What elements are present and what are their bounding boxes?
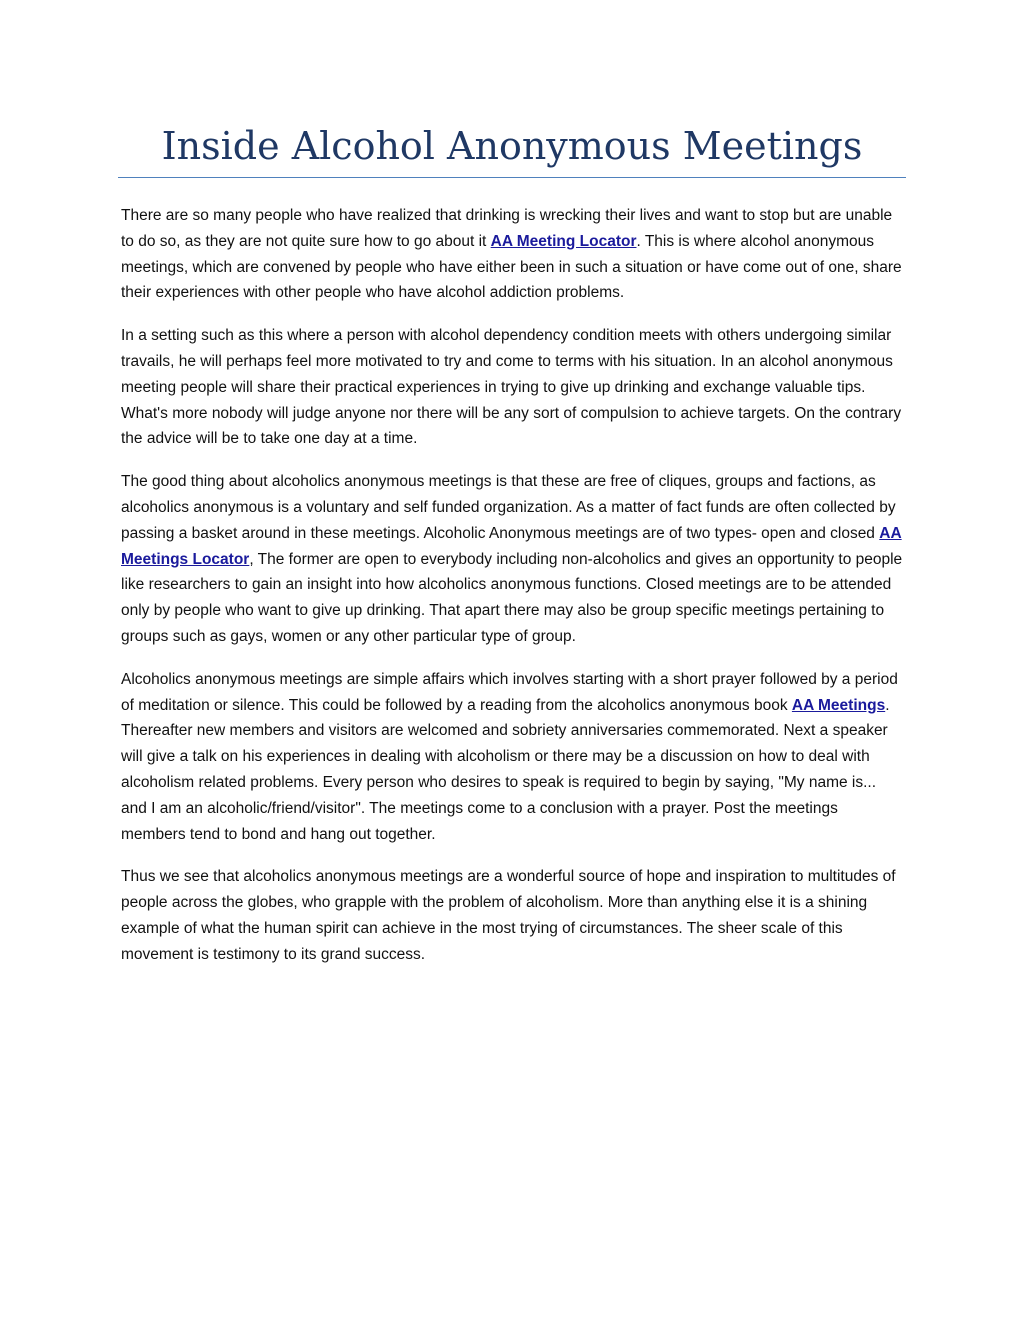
document-title: Inside Alcohol Anonymous Meetings xyxy=(161,124,863,168)
paragraph-text: . Thereafter new members and visitors are welcomed and sobriety anniversaries commemorated. Next a speaker will give a talk on his experiences in dealing with alcoholism or there may be a discussion on how to deal with alcoholism related problems. Every person who desires to speak is required to begin by saying, "My name is... and I am an alcoholic/friend/visitor". The meetings come to a conclusion with a prayer. Post the meetings members tend to bond and hang out together. xyxy=(121,696,890,843)
paragraph-text: . This is where alcohol anonymous meetings, which are convened by people who have either been in such a situation or have come out of one, share their experiences with other people who have alcohol addiction problems. xyxy=(121,232,902,302)
paragraph-text: , The former are open to everybody including non-alcoholics and gives an opportunity to people like researchers to gain an insight into how alcoholics anonymous functions. Closed meetings are to be attended only by people who want to give up drinking. That apart there may also be group specific meetings pertaining to groups such as gays, women or any other particular type of group. xyxy=(121,550,903,645)
paragraph-text: The good thing about alcoholics anonymous meetings is that these are free of cliques, groups and factions, as alcoholics anonymous is a voluntary and self funded organization. As a matter of fact funds are often collected by passing a basket around in these meetings. Alcoholic Anonymous meetings are of two types- open and closed xyxy=(121,473,896,542)
aa-meetings-locator-link[interactable]: AA Meetings Locator xyxy=(121,524,902,568)
aa-meeting-locator-link[interactable]: AA Meeting Locator xyxy=(490,232,637,250)
paragraph-1 xyxy=(121,203,905,306)
paragraph-5: Thus we see that alcoholics anonymous meetings are a wonderful source of hope and inspiration to multitudes of people across the globes, who grapple with the problem of alcoholism. More than anything else it is a shining example of what the human spirit can achieve in the most trying of circumstances. The sheer scale of this movement is testimony to its grand success. xyxy=(121,868,896,963)
aa-meetings-link[interactable]: AA Meetings xyxy=(791,696,886,714)
paragraph-3 xyxy=(121,469,905,650)
paragraph-text: There are so many people who have realized that drinking is wrecking their lives and want to stop but are unable to do so, as they are not quite sure how to go about it xyxy=(121,207,893,250)
paragraph-text: Alcoholics anonymous meetings are simple affairs which involves starting with a short prayer followed by a period of meditation or silence. This could be followed by a reading from the alcoholics anonymous book xyxy=(121,670,898,714)
paragraph-2: In a setting such as this where a person with alcohol dependency condition meets with others undergoing similar travails, he will perhaps feel more motivated to try and come to terms with his situation. In an alcohol anonymous meeting people will share their practical experiences in trying to give up drinking and exchange valuable tips. What's more nobody will judge anyone nor there will be any sort of compulsion to achieve targets. On the contrary the advice will be to take one day at a time. xyxy=(121,327,902,448)
document-body xyxy=(121,203,905,985)
title-divider xyxy=(118,177,906,178)
paragraph-4 xyxy=(121,667,905,848)
